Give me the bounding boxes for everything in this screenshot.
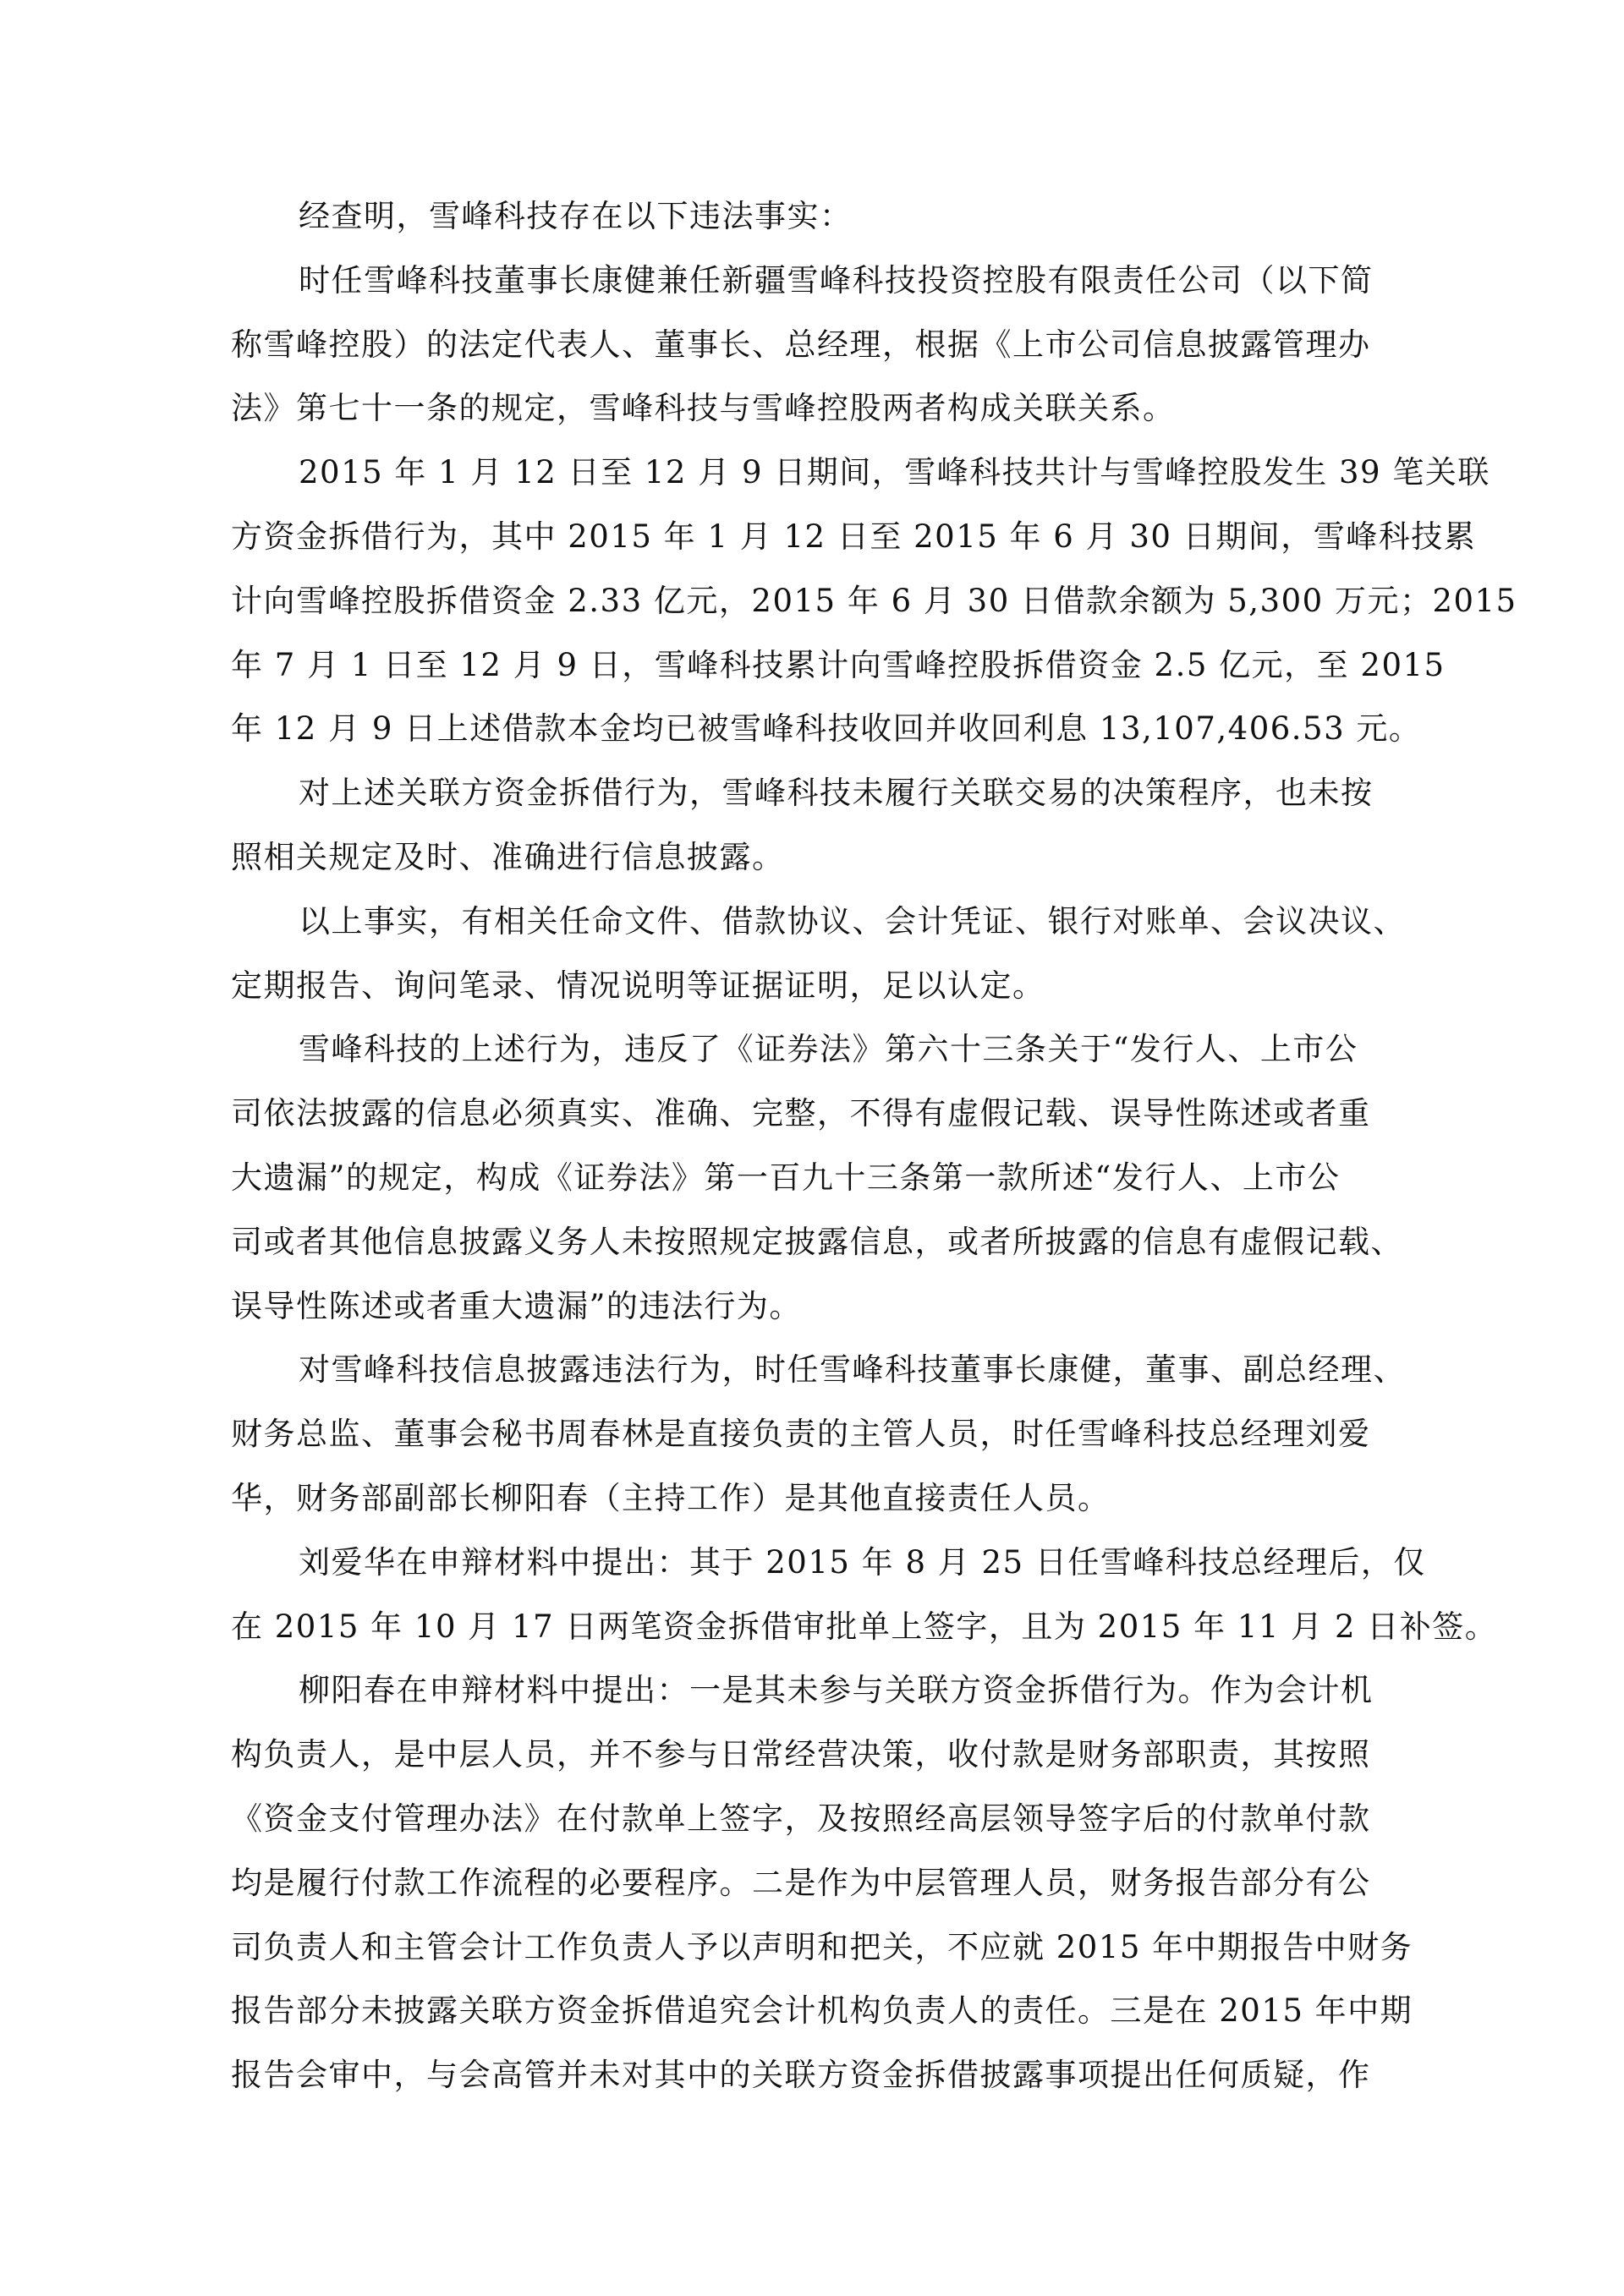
text-line: 司或者其他信息披露义务人未按照规定披露信息，或者所披露的信息有虚假记载、: [231, 1223, 1403, 1260]
text-line: 司依法披露的信息必须真实、准确、完整，不得有虚假记载、误导性陈述或者重: [231, 1095, 1371, 1132]
text-line: 报告部分未披露关联方资金拆借追究会计机构负责人的责任。三是在 2015 年中期: [231, 1992, 1413, 2030]
text-line: 经查明，雪峰科技存在以下违法事实：: [299, 198, 853, 234]
paragraph-fund-lending-details: [231, 441, 1517, 761]
paragraph-findings-intro: [231, 184, 1390, 249]
text-line: 财务总监、董事会秘书周春林是直接负责的主管人员，时任雪峰科技总经理刘爱: [231, 1416, 1371, 1453]
text-line: 《资金支付管理办法》在付款单上签字，及按照经高层领导签字后的付款单付款: [231, 1800, 1371, 1837]
paragraph-no-disclosure: [231, 761, 1390, 890]
paragraph-related-party-relationship: [231, 249, 1390, 441]
paragraph-liu-aihua-defense: [231, 1531, 1498, 1659]
text-line: 定期报告、询问笔录、情况说明等证据证明，足以认定。: [231, 967, 1045, 1004]
text-line: 雪峰科技的上述行为，违反了《证券法》第六十三条关于“发行人、上市公: [299, 1031, 1358, 1068]
text-line: 对雪峰科技信息披露违法行为，时任雪峰科技董事长康健，董事、副总经理、: [299, 1351, 1406, 1389]
text-line: 照相关规定及时、准确进行信息披露。: [231, 838, 785, 875]
text-line: 时任雪峰科技董事长康健兼任新疆雪峰科技投资控股有限责任公司（以下简: [299, 261, 1374, 299]
text-line: 均是履行付款工作流程的必要程序。二是作为中层管理人员，财务报告部分有公: [231, 1864, 1371, 1901]
paragraph-evidence: [231, 890, 1406, 1018]
text-line: 年 12 月 9 日上述借款本金均已被雪峰科技收回并收回利息 13,107,406.53 元。: [231, 710, 1422, 748]
paragraph-responsible-persons: [231, 1338, 1406, 1530]
document-body: [231, 184, 1517, 2107]
text-line: 计向雪峰控股拆借资金 2.33 亿元，2015 年 6 月 30 日借款余额为 5,300 万元；2015: [231, 582, 1517, 619]
text-line: 对上述关联方资金拆借行为，雪峰科技未履行关联交易的决策程序，也未按: [299, 775, 1374, 812]
text-line: 柳阳春在申辩材料中提出：一是其未参与关联方资金拆借行为。作为会计机: [299, 1672, 1374, 1709]
text-line: 刘爱华在申辩材料中提出：其于 2015 年 8 月 25 日任雪峰科技总经理后，仅: [299, 1543, 1426, 1581]
text-line: 方资金拆借行为，其中 2015 年 1 月 12 日至 2015 年 6 月 30 日期间，雪峰科技累: [231, 518, 1477, 555]
text-line: 报告会审中，与会高管并未对其中的关联方资金拆借披露事项提出任何质疑，作: [231, 2057, 1371, 2094]
text-line: 司负责人和主管会计工作负责人予以声明和把关，不应就 2015 年中期报告中财务: [231, 1928, 1413, 1965]
text-line: 大遗漏”的规定，构成《证券法》第一百九十三条第一款所述“发行人、上市公: [231, 1159, 1341, 1196]
text-line: 以上事实，有相关任命文件、借款协议、会计凭证、银行对账单、会议决议、: [299, 902, 1406, 940]
text-line: 年 7 月 1 日至 12 月 9 日，雪峰科技累计向雪峰控股拆借资金 2.5 亿元，至 2015: [231, 646, 1446, 683]
text-line: 误导性陈述或者重大遗漏”的违法行为。: [231, 1287, 802, 1324]
text-line: 法》第七十一条的规定，雪峰科技与雪峰控股两者构成关联关系。: [231, 390, 1176, 427]
text-line: 构负责人，是中层人员，并不参与日常经营决策，收付款是财务部职责，其按照: [231, 1736, 1371, 1773]
paragraph-liu-yangchun-defense: [231, 1658, 1413, 2107]
text-line: 称雪峰控股）的法定代表人、董事长、总经理，根据《上市公司信息披露管理办: [231, 326, 1371, 363]
paragraph-legal-violation: [231, 1017, 1403, 1338]
text-line: 华，财务部副部长柳阳春（主持工作）是其他直接责任人员。: [231, 1479, 1111, 1516]
text-line: 在 2015 年 10 月 17 日两笔资金拆借审批单上签字，且为 2015 年 11 月 2 日补签。: [231, 1608, 1498, 1645]
text-line: 2015 年 1 月 12 日至 12 月 9 日期间，雪峰科技共计与雪峰控股发生 39 笔关联: [299, 454, 1490, 491]
